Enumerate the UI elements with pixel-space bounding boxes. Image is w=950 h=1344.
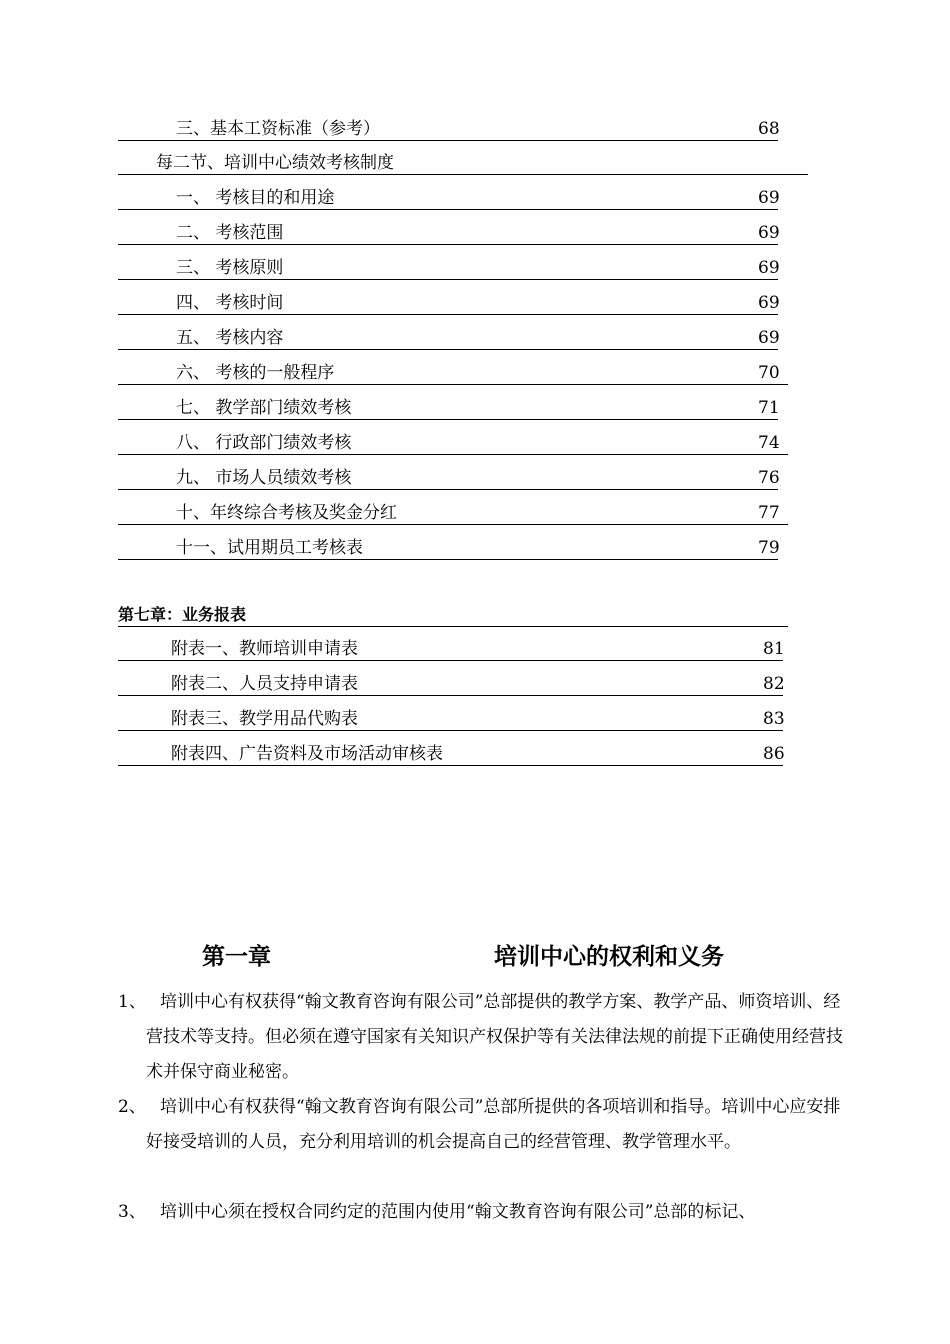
toc-page-number: 76 (758, 468, 780, 488)
toc-row (118, 257, 778, 280)
toc-label: 十一、试用期员工考核表 (176, 538, 363, 558)
toc-chapter-heading: 第七章：业务报表 (118, 604, 788, 627)
toc-page-number: 86 (763, 744, 785, 764)
toc-label: 附表三、教学用品代购表 (171, 709, 358, 729)
toc-row (118, 537, 778, 560)
toc-row (118, 187, 778, 210)
toc-label: 一、 考核目的和用途 (176, 188, 335, 208)
toc-label: 八、 行政部门绩效考核 (176, 433, 352, 453)
chapter-number: 第一章 (202, 944, 271, 970)
toc-page-number: 79 (758, 538, 780, 558)
toc-row (118, 292, 778, 315)
toc-label: 附表四、广告资料及市场活动审核表 (171, 744, 443, 764)
toc-label: 十、年终综合考核及奖金分红 (176, 503, 397, 523)
paragraph-text: 培训中心有权获得“翰文教育咨询有限公司”总部提供的教学方案、教学产品、师资培训、经营技术等支持。但必须在遵守国家有关知识产权保护等有关法律法规的前提下正确使用经营技术并保守商业秘密。 (146, 992, 843, 1082)
toc-section-heading (118, 152, 808, 175)
numbered-paragraph (118, 1195, 848, 1230)
toc-page-number: 77 (758, 503, 780, 523)
toc-row (118, 397, 778, 420)
toc-row (118, 362, 788, 385)
toc-label: 附表一、教师培训申请表 (171, 639, 358, 659)
paragraph-number: 1、 (118, 992, 146, 1012)
toc-page-number: 69 (758, 258, 780, 278)
paragraph-number: 3、 (118, 1202, 146, 1222)
toc-page-number: 69 (758, 188, 780, 208)
toc-label: 六、 考核的一般程序 (176, 363, 335, 383)
toc-label: 九、 市场人员绩效考核 (176, 468, 352, 488)
toc-page-number: 69 (758, 223, 780, 243)
toc-row (118, 638, 783, 661)
numbered-paragraph (118, 1090, 848, 1160)
toc-page-number: 68 (758, 119, 780, 139)
toc-label: 七、 教学部门绩效考核 (176, 398, 352, 418)
paragraph-text: 培训中心有权获得“翰文教育咨询有限公司”总部所提供的各项培训和指导。培训中心应安排好接受培训的人员，充分利用培训的机会提高自己的经营管理、教学管理水平。 (146, 1097, 841, 1152)
toc-label: 五、 考核内容 (176, 328, 284, 348)
toc-page-number: 71 (758, 398, 780, 418)
toc-label: 二、 考核范围 (176, 223, 284, 243)
toc-label: 四、 考核时间 (176, 293, 284, 313)
toc-page-number: 82 (763, 674, 785, 694)
toc-page-number: 74 (758, 433, 780, 453)
toc-row (118, 502, 788, 525)
paragraph-number: 2、 (118, 1097, 146, 1117)
paragraph-text: 培训中心须在授权合同约定的范围内使用“翰文教育咨询有限公司”总部的标记、 (160, 1202, 756, 1222)
toc-page-number: 81 (763, 639, 785, 659)
toc-page-number: 69 (758, 328, 780, 348)
toc-row (118, 708, 783, 731)
toc-row (118, 673, 783, 696)
toc-label: 附表二、人员支持申请表 (171, 674, 358, 694)
toc-row (118, 222, 778, 245)
toc-page-number: 69 (758, 293, 780, 313)
toc-row (118, 327, 778, 350)
toc-section-heading-label: 每二节、培训中心绩效考核制度 (156, 153, 394, 173)
toc-row (118, 432, 788, 455)
toc-label: 三、 考核原则 (176, 258, 284, 278)
toc-label: 三、基本工资标准（参考） (176, 119, 380, 139)
toc-page-number: 83 (763, 709, 785, 729)
toc-page-number: 70 (758, 363, 780, 383)
chapter-title: 培训中心的权利和义务 (494, 944, 724, 970)
numbered-paragraph (118, 985, 848, 1090)
toc-row (118, 467, 778, 490)
toc-row (118, 743, 783, 766)
toc-row (118, 118, 778, 141)
